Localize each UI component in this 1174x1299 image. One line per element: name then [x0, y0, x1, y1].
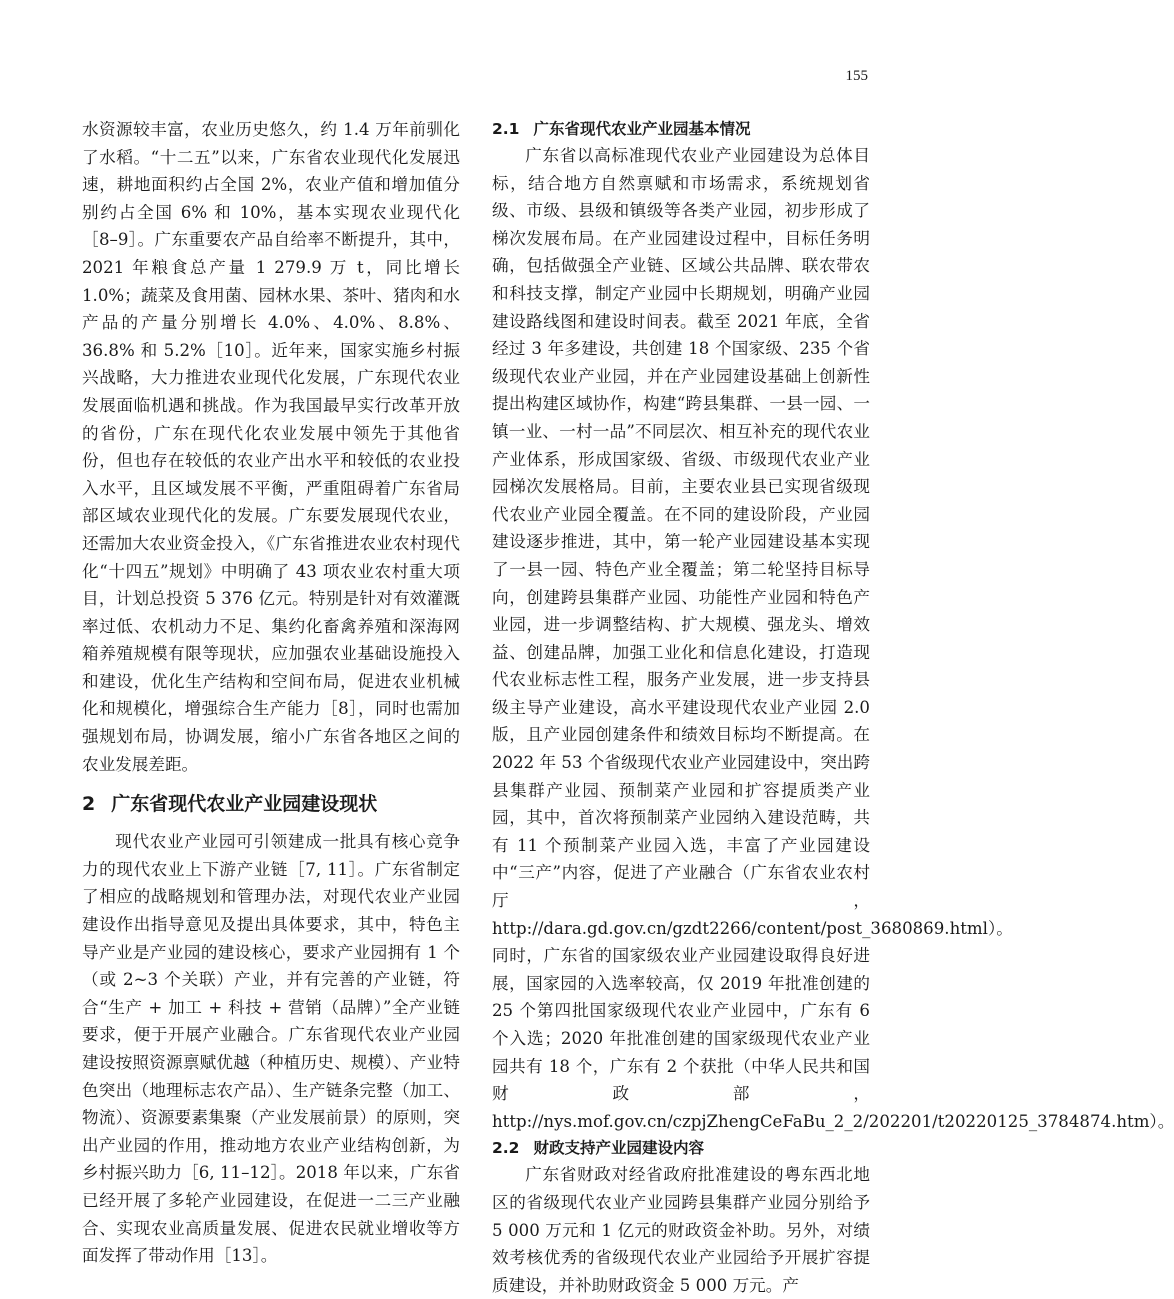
section-number: 2 [82, 793, 96, 816]
section-title: 广东省现代农业产业园建设现状 [111, 793, 378, 816]
right-column [492, 116, 1174, 1299]
subsection-title: 财政支持产业园建设内容 [533, 1139, 704, 1158]
page-number: 155 [845, 68, 868, 84]
left-column [82, 116, 460, 1270]
subsection-heading [492, 116, 870, 142]
subsection-title: 广东省现代农业产业园基本情况 [533, 120, 751, 138]
section-heading [82, 790, 460, 818]
body-paragraph: 广东省以高标准现代农业产业园建设为总体目标，结合地方自然禀赋和市场需求，系统规划省级、市级、县级和镇级等各类产业园，初步形成了梯次发展布局。在产业园建设过程中，目标任务明确，包括做强全产业链、区域公共品牌、联农带农和科技支撑，制定产业园中长期规划，明确产业园建设路线图和建设时间表。截至 2021 年底，全省经过 3 年多建设，共创建 18 个国家级、235 个省级现代农业产业园，并在产业园建设基础上创新性提出构建区域协作，构建“跨县集群、一县一园、一镇一业、一村一品”不同层次、相互补充的现代农业产业体系，形成国家级、省级、市级现代农业产业园梯次发展格局。目前，主要农业县已实现省级现代农业产业园全覆盖。在不同的建设阶段，产业园建设逐步推进，其中，第一轮产业园建设基本实现了一县一园、特色产业全覆盖；第二轮坚持目标导向，创建跨县集群产业园、功能性产业园和特色产业园，进一步调整结构、扩大规模、强龙头、增效益、创建品牌，加强工业化和信息化建设，打造现代农业标志性工程，服务产业发展，进一步支持县级主导产业建设，高水平建设现代农业产业园 2.0 版，且产业园创建条件和绩效目标均不断提高。在 2022 年 53 个省级现代农业产业园建设中，突出跨县集群产业园、预制菜产业园和扩容提质类产业园，其中，首次将预制菜产业园纳入建设范畴，共有 11 个预制菜产业园入选，丰富了产业园建设中“三产”内容，促进了产业融合（广东省农业农村厅，http://dara.gd.gov.cn/gzdt2266/content/post_3680869.html）。同时，广东省的国家级农业产业园建设取得良好进展，国家园的入选率较高，仅 2019 年批准创建的 25 个第四批国家级现代农业产业园中，广东有 6 个入选；2020 年批准创建的国家级现代农业产业园共有 18 个，广东有 2 个获批（中华人民共和国财政部，http://nys.mof.gov.cn/czpjZhengCeFaBu_2_2/202201/t20220125_3784874.htm）。 [492, 146, 1174, 1131]
body-paragraph: 现代农业产业园可引领建成一批具有核心竞争力的现代农业上下游产业链［7, 11］。广东省制定了相应的战略规划和管理办法，对现代农业产业园建设作出指导意见及提出具体要求，其中，特色主导产业是产业园的建设核心，要求产业园拥有 1 个（或 2~3 个关联）产业，并有完善的产业链，符合“生产 + 加工 + 科技 + 营销（品牌）”全产业链要求，便于开展产业融合。广东省现代农业产业园建设按照资源禀赋优越（种植历史、规模）、产业特色突出（地理标志农产品）、生产链条完整（加工、物流）、资源要素集聚（产业发展前景）的原则，突出产业园的作用，推动地方农业产业结构创新，为乡村振兴助力［6, 11–12］。2018 年以来，广东省已经开展了多轮产业园建设，在促进一二三产业融合、实现农业高质量发展、促进农民就业增收等方面发挥了带动作用［13］。 [82, 832, 460, 1266]
subsection-number: 2.2 [492, 1139, 520, 1158]
body-paragraph: 水资源较丰富，农业历史悠久，约 1.4 万年前驯化了水稻。“十二五”以来，广东省农业现代化发展迅速，耕地面积约占全国 2%，农业产值和增加值分别约占全国 6% 和 10%，基本实现农业现代化［8–9］。广东重要农产品自给率不断提升，其中，2021 年粮食总产量 1 279.9 万 t，同比增长 1.0%；蔬菜及食用菌、园林水果、茶叶、猪肉和水产品的产量分别增长 4.0%、4.0%、8.8%、36.8% 和 5.2%［10］。近年来，国家实施乡村振兴战略，大力推进农业现代化发展，广东现代农业发展面临机遇和挑战。作为我国最早实行改革开放的省份，广东在现代化农业发展中领先于其他省份，但也存在较低的农业产出水平和较低的农业投入水平，且区域发展不平衡，严重阻碍着广东省局部区域农业现代化的发展。广东要发展现代农业，还需加大农业资金投入，《广东省推进农业农村现代化“十四五”规划》中明确了 43 项农业农村重大项目，计划总投资 5 376 亿元。特别是针对有效灌溉率过低、农机动力不足、集约化畜禽养殖和深海网箱养殖规模有限等现状，应加强农业基础设施投入和建设，优化生产结构和空间布局，促进农业机械化和规模化，增强综合生产能力［8］，同时也需加强规划布局，协调发展，缩小广东省各地区之间的农业发展差距。 [82, 120, 460, 774]
subsection-number: 2.1 [492, 120, 520, 138]
subsection-heading [492, 1135, 870, 1161]
body-paragraph: 广东省财政对经省政府批准建设的粤东西北地区的省级现代农业产业园跨县集群产业园分别给予 5 000 万元和 1 亿元的财政资金补助。另外，对绩效考核优秀的省级现代农业产业园给予开展扩容提质建设，并补助财政资金 5 000 万元。产 [492, 1165, 870, 1295]
